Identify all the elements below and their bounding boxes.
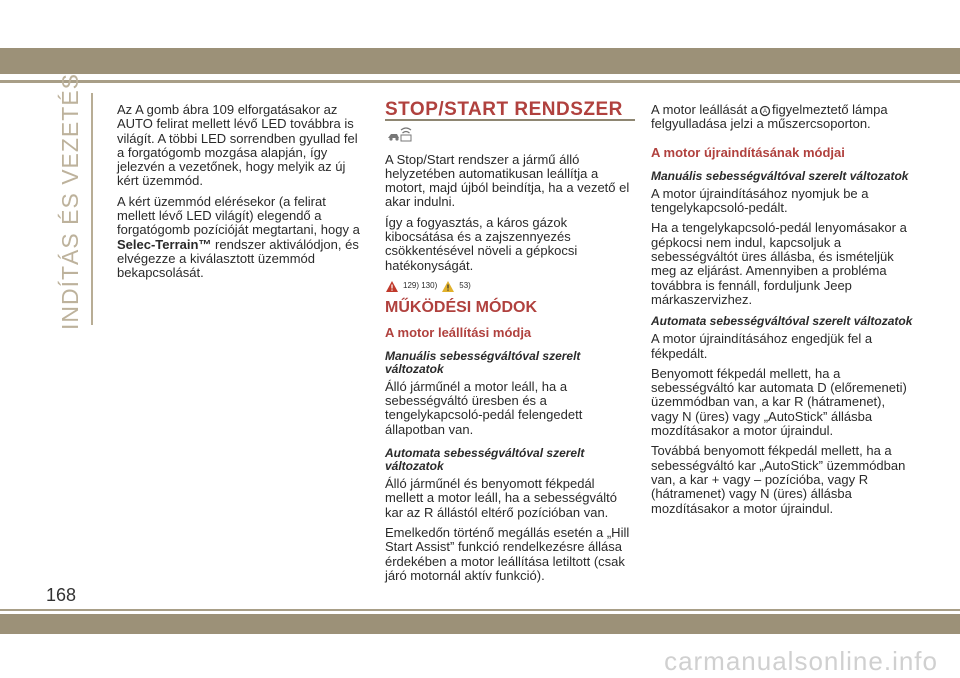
watermark: carmanualsonline.info — [664, 646, 938, 676]
paragraph: Benyomott fékpedál mellett, ha a sebességváltó kar automata D (előremeneti) üzemmódban van, a kar R (hátramenet), vagy N (üres) vagy „AutoStick” állásba mozdításakor a motor újraindul. — [651, 365, 907, 439]
paragraph: Álló járműnél a motor leáll, ha a sebességváltó üresben és a tengelykapcsoló-pedál felengedett állapotban van. — [385, 378, 583, 437]
chapter-title: INDÍTÁS ÉS VEZETÉS — [57, 73, 83, 330]
paragraph: A motor újraindításához engedjük fel a fékpedált. — [651, 331, 873, 361]
paragraph: Álló járműnél és benyomott fékpedál mellett a motor leáll, ha a sebességváltó kar az R állástól eltérő pozícióban van. — [385, 476, 617, 520]
subheading: A motor újraindításának módjai — [651, 144, 845, 160]
page-number: 168 — [46, 585, 77, 605]
top-rule — [0, 80, 960, 83]
subsection-heading: MŰKÖDÉSI MÓDOK — [385, 299, 537, 317]
warning-references — [385, 279, 635, 293]
warning-refs: 129) 130) — [403, 280, 438, 290]
paragraph — [117, 195, 367, 281]
column-right — [651, 103, 916, 522]
stop-start-icon — [758, 105, 772, 117]
section-heading: STOP/START RENDSZER — [385, 103, 635, 121]
paragraph: A motor újraindításához nyomjuk be a tengelykapcsoló-pedált. — [651, 185, 869, 216]
selec-terrain-term: Selec-Terrain™ — [117, 236, 212, 252]
car-wifi-icon — [387, 127, 635, 146]
warning-triangle-icon — [385, 280, 399, 293]
subheading: A motor leállítási módja — [385, 324, 532, 340]
column-middle — [385, 99, 635, 589]
paragraph: Ha a tengelykapcsoló-pedál lenyomásakor a gépkocsi nem indul, kapcsoljuk a sebességváltót üres állásba, és ismételjük meg az eljárást. Amennyiben a probléma továbbra is fennáll, forduljunk Jeep márkaszervizhez. — [651, 220, 907, 307]
paragraph: Továbbá benyomott fékpedál mellett, ha a sebességváltó kar „AutoStick” üzemmódban van, a kar + vagy – pozícióba, vagy R (hátramenet) vagy N (üres) állásba mozdításakor a motor újraindul. — [651, 443, 906, 516]
text: A motor leállását a — [651, 102, 758, 117]
paragraph — [651, 103, 916, 132]
column-left — [117, 103, 367, 287]
manual-heading: Manuális sebességváltóval szerelt változatok — [651, 168, 909, 183]
caution-ref: 53) — [459, 280, 471, 290]
svg-text:A: A — [762, 108, 767, 115]
paragraph: Így a fogyasztás, a káros gázok kibocsátása és a zajszennyezés csökkentésével növeli a gépkocsi hatékonyságát. — [385, 214, 578, 273]
paragraph: Emelkedőn történő megállás esetén a „Hill Start Assist” funkció rendelkezésre állása érdekében a motor leállítása letiltott (csak járó motornál aktív funkció). — [385, 524, 630, 583]
bottom-band — [0, 614, 960, 634]
bottom-rule — [0, 609, 960, 611]
chapter-rule — [91, 93, 93, 325]
text: figyelmeztető lámpa felgyulladása jelzi a műszercsoporton. — [651, 102, 888, 132]
text: A kért üzemmód elérésekor (a felirat mellett lévő LED világít) elegendő a forgatógomb pozícióját megtartani, hogy a — [117, 193, 360, 238]
text: rendszer aktiválódjon, és elvégezze a kiválasztott üzemmód bekapcsolását. — [117, 236, 359, 281]
paragraph: A Stop/Start rendszer a jármű álló helyzetében automatikusan leállítja a motort, majd újból beindítja, ha a vezető el akar indulni. — [385, 151, 630, 210]
manual-heading: Manuális sebességváltóval szerelt változatok — [385, 348, 581, 376]
caution-triangle-icon — [441, 280, 455, 293]
paragraph: Az A gomb ábra 109 elforgatásakor az AUTO felirat mellett lévő LED továbbra is világít. A többi LED sorrendben gyullad fel a forgatógomb mozgása alapján, így jelezvén a vezetőnek, hogy melyik az új kért üzemmód. — [117, 102, 358, 189]
auto-heading: Automata sebességváltóval szerelt változatok — [651, 314, 913, 329]
auto-heading: Automata sebességváltóval szerelt változatok — [385, 446, 585, 474]
top-band — [0, 48, 960, 74]
